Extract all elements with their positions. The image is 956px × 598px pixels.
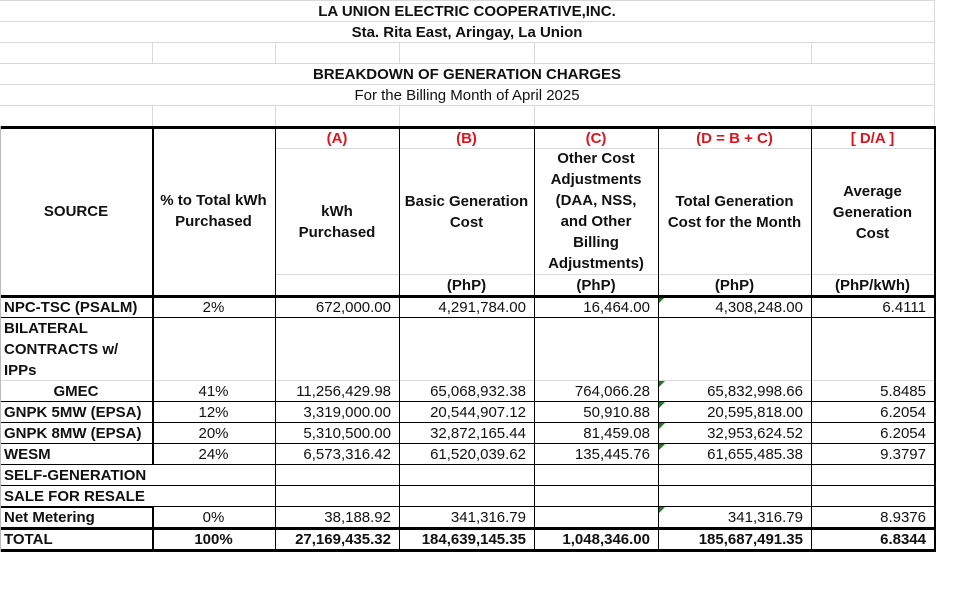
gridline <box>275 42 276 63</box>
row-source-label: BILATERAL CONTRACTS w/ IPPs <box>4 320 119 379</box>
gridline <box>811 105 812 126</box>
col-header-total: Total Generation Cost for the Month <box>667 193 802 231</box>
company-address: Sta. Rita East, Aringay, La Union <box>351 24 583 41</box>
table-cell-total: 4,308,248.00 <box>715 299 803 316</box>
table-cell-other <box>534 318 658 381</box>
cell-warning-indicator <box>659 402 665 408</box>
table-border-left <box>0 126 1 552</box>
row-divider <box>0 506 152 508</box>
row-source-label: GNPK 5MW (EPSA) <box>4 404 142 421</box>
col-header-source: SOURCE <box>43 202 109 220</box>
table-cell-kwh: 3,319,000.00 <box>303 404 391 421</box>
table-cell-avg <box>811 465 934 486</box>
gridline <box>934 0 935 126</box>
total-kwh: 27,169,435.32 <box>295 531 391 548</box>
table-border-bottom <box>0 549 936 552</box>
col-header-pct: % to Total kWh Purchased <box>160 192 267 230</box>
table-cell-avg: 6.2054 <box>880 404 926 421</box>
table-cell-other <box>534 507 658 528</box>
table-cell-kwh: 6,573,316.42 <box>303 446 391 463</box>
gridline <box>152 105 153 126</box>
table-border-top <box>0 126 936 129</box>
table-cell-other: 50,910.88 <box>583 404 650 421</box>
gridline <box>534 42 535 63</box>
column-divider <box>658 126 659 552</box>
col-code-total: (D = B + C) <box>696 130 773 147</box>
table-cell-basic: 65,068,932.38 <box>430 383 526 400</box>
table-cell-pct: 2% <box>202 299 225 316</box>
total-other: 1,048,346.00 <box>562 531 650 548</box>
column-divider <box>399 126 400 552</box>
table-cell-other <box>534 465 658 486</box>
table-cell-other: 764,066.28 <box>574 383 650 400</box>
table-cell-pct <box>152 318 275 381</box>
table-cell-total <box>658 465 811 486</box>
table-cell-kwh: 672,000.00 <box>315 299 391 316</box>
table-cell-other <box>534 486 658 507</box>
table-cell-kwh: 5,310,500.00 <box>303 425 391 442</box>
table-border-right <box>934 126 936 552</box>
table-cell-kwh: 38,188.92 <box>324 509 391 526</box>
col-code-kwh: (A) <box>326 130 348 147</box>
table-cell-kwh <box>275 318 399 381</box>
table-cell-kwh <box>275 486 399 507</box>
table-cell-total: 65,832,998.66 <box>707 383 803 400</box>
row-source-label: GMEC <box>53 383 99 400</box>
gridline <box>399 42 400 63</box>
row-source-label: GNPK 8MW (EPSA) <box>4 425 142 442</box>
table-cell-total <box>658 486 811 507</box>
cell-warning-indicator <box>659 381 665 387</box>
row-source-label: WESM <box>4 446 51 463</box>
table-cell-basic: 4,291,784.00 <box>438 299 526 316</box>
table-cell-kwh <box>275 465 399 486</box>
total-total: 185,687,491.35 <box>698 531 803 548</box>
column-divider <box>534 126 535 552</box>
cell-warning-indicator <box>659 444 665 450</box>
table-cell-other: 81,459.08 <box>583 425 650 442</box>
col-unit-avg: (PhP/kWh) <box>835 276 910 294</box>
table-cell-avg <box>811 318 934 381</box>
row-source-label: SALE FOR RESALE <box>4 488 145 505</box>
table-cell-basic: 341,316.79 <box>450 509 526 526</box>
table-cell-basic <box>399 318 534 381</box>
billing-period: For the Billing Month of April 2025 <box>354 87 580 104</box>
col-header-avg: Average Generation Cost <box>832 182 913 242</box>
total-avg: 6.8344 <box>880 531 926 548</box>
gridline <box>811 42 812 63</box>
row-source-label: Net Metering <box>4 509 95 526</box>
column-divider <box>811 126 812 552</box>
table-cell-pct: 12% <box>198 404 229 421</box>
row-source-label: SELF-GENERATION <box>4 467 147 484</box>
table-cell-pct: 24% <box>198 446 229 463</box>
gridline <box>399 105 400 126</box>
table-cell-basic <box>399 486 534 507</box>
table-cell-total: 32,953,624.52 <box>707 425 803 442</box>
company-name: LA UNION ELECTRIC COOPERATIVE,INC. <box>318 3 616 20</box>
table-cell-avg: 6.4111 <box>882 299 926 316</box>
table-cell-kwh: 11,256,429.98 <box>296 383 391 400</box>
table-cell-basic: 32,872,165.44 <box>430 425 526 442</box>
table-cell-avg: 5.8485 <box>880 383 926 400</box>
table-cell-avg: 6.2054 <box>880 425 926 442</box>
table-cell-pct: 0% <box>202 509 225 526</box>
table-cell-other: 135,445.76 <box>574 446 650 463</box>
gridline <box>275 105 276 126</box>
gridline <box>534 105 535 126</box>
total-pct: 100% <box>194 531 233 548</box>
total-basic: 184,639,145.35 <box>421 531 526 548</box>
header-border-bottom <box>0 295 936 298</box>
total-row-label: TOTAL <box>4 531 53 548</box>
cell-warning-indicator <box>659 507 665 513</box>
table-cell-pct: 20% <box>198 425 229 442</box>
cell-warning-indicator <box>659 423 665 429</box>
col-unit-other: (PhP) <box>576 276 616 294</box>
col-code-basic: (B) <box>456 130 477 147</box>
table-cell-total <box>658 318 811 381</box>
row-source-label: NPC-TSC (PSALM) <box>4 299 138 316</box>
report-title: BREAKDOWN OF GENERATION CHARGES <box>312 66 622 83</box>
table-cell-basic: 61,520,039.62 <box>430 446 526 463</box>
col-header-kwh: kWh Purchased <box>298 203 376 241</box>
table-cell-total: 61,655,485.38 <box>707 446 803 463</box>
col-code-avg: [ D/A ] <box>850 130 895 147</box>
total-border-top <box>0 528 936 530</box>
gridline <box>152 42 153 63</box>
col-unit-basic: (PhP) <box>446 276 487 294</box>
table-cell-avg: 9.3797 <box>880 446 926 463</box>
col-header-other: Other Cost Adjustments (DAA, NSS, and Other Billing Adjustments) <box>548 150 644 272</box>
col-code-other: (C) <box>585 130 607 147</box>
col-header-basic: Basic Generation Cost <box>404 193 529 231</box>
table-cell-basic: 20,544,907.12 <box>430 404 526 421</box>
table-cell-other: 16,464.00 <box>583 299 650 316</box>
table-cell-avg <box>811 486 934 507</box>
col-unit-total: (PhP) <box>714 276 755 294</box>
table-cell-total: 341,316.79 <box>727 509 803 526</box>
table-cell-avg: 8.9376 <box>880 509 926 526</box>
table-cell-total: 20,595,818.00 <box>707 404 803 421</box>
table-cell-basic <box>399 465 534 486</box>
table-cell-pct: 41% <box>198 383 229 400</box>
